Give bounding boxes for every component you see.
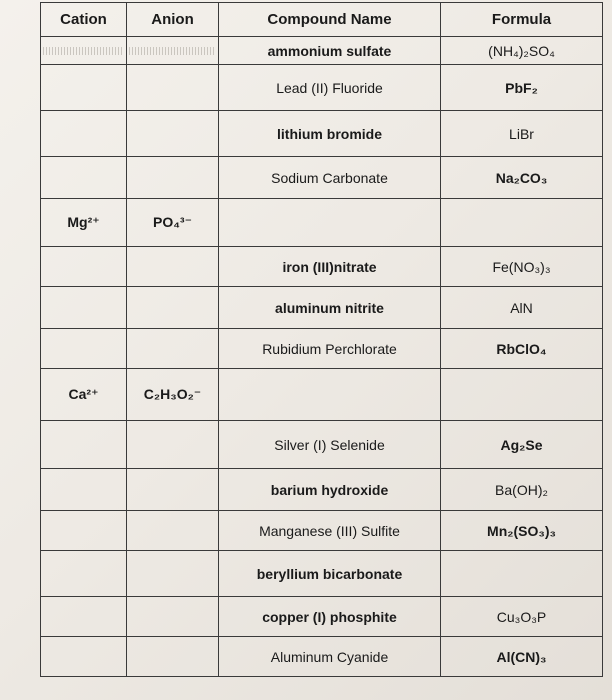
compound-name-cell[interactable]: ammonium sulfate	[219, 37, 441, 65]
compound-table	[40, 2, 603, 677]
formula-cell[interactable]: PbF₂	[441, 65, 603, 111]
anion-cell[interactable]: PO₄³⁻	[127, 199, 219, 247]
anion-cell[interactable]	[127, 157, 219, 199]
compound-name-cell[interactable]: iron (III)nitrate	[219, 247, 441, 287]
anion-cell[interactable]	[127, 597, 219, 637]
anion-cell[interactable]	[127, 511, 219, 551]
cation-cell[interactable]: Ca²⁺	[41, 369, 127, 421]
cation-cell[interactable]	[41, 511, 127, 551]
compound-name-cell[interactable]	[219, 369, 441, 421]
cation-cell[interactable]	[41, 157, 127, 199]
compound-name-cell[interactable]: Rubidium Perchlorate	[219, 329, 441, 369]
formula-cell[interactable]: Ba(OH)₂	[441, 469, 603, 511]
formula-cell[interactable]: Ag₂Se	[441, 421, 603, 469]
table-row	[41, 329, 603, 369]
header-cation: Cation	[41, 3, 127, 37]
table-row	[41, 199, 603, 247]
compound-name-cell[interactable]: Aluminum Cyanide	[219, 637, 441, 677]
anion-cell[interactable]	[127, 421, 219, 469]
cation-cell[interactable]	[41, 421, 127, 469]
cation-cell[interactable]	[41, 597, 127, 637]
header-formula: Formula	[441, 3, 603, 37]
anion-cell[interactable]	[127, 287, 219, 329]
cation-cell[interactable]	[41, 247, 127, 287]
header-row	[41, 3, 603, 37]
cation-cell[interactable]	[41, 111, 127, 157]
cation-cell[interactable]	[41, 637, 127, 677]
table-row	[41, 37, 603, 65]
table-row	[41, 111, 603, 157]
table-row	[41, 469, 603, 511]
anion-cell[interactable]	[127, 111, 219, 157]
header-anion: Anion	[127, 3, 219, 37]
cation-cell[interactable]	[41, 329, 127, 369]
formula-cell[interactable]: Cu₃O₃P	[441, 597, 603, 637]
formula-cell[interactable]: Al(CN)₃	[441, 637, 603, 677]
compound-name-cell[interactable]	[219, 199, 441, 247]
anion-cell[interactable]	[127, 469, 219, 511]
anion-cell[interactable]	[127, 37, 219, 65]
compound-name-cell[interactable]: Sodium Carbonate	[219, 157, 441, 199]
formula-cell[interactable]: Mn₂(SO₃)₃	[441, 511, 603, 551]
table-row	[41, 287, 603, 329]
header-compound-name: Compound Name	[219, 3, 441, 37]
anion-cell[interactable]	[127, 247, 219, 287]
formula-cell[interactable]: Na₂CO₃	[441, 157, 603, 199]
table-row	[41, 597, 603, 637]
table-row	[41, 157, 603, 199]
compound-name-cell[interactable]: Silver (I) Selenide	[219, 421, 441, 469]
table-row	[41, 511, 603, 551]
compound-name-cell[interactable]: aluminum nitrite	[219, 287, 441, 329]
cation-cell[interactable]	[41, 469, 127, 511]
cation-cell[interactable]: Mg²⁺	[41, 199, 127, 247]
formula-cell[interactable]: AlN	[441, 287, 603, 329]
compound-name-cell[interactable]: Lead (II) Fluoride	[219, 65, 441, 111]
table-row	[41, 247, 603, 287]
formula-cell[interactable]	[441, 551, 603, 597]
formula-cell[interactable]	[441, 369, 603, 421]
table-row	[41, 65, 603, 111]
anion-cell[interactable]	[127, 65, 219, 111]
cation-cell[interactable]	[41, 551, 127, 597]
anion-cell[interactable]	[127, 329, 219, 369]
formula-cell[interactable]: RbClO₄	[441, 329, 603, 369]
table-row	[41, 369, 603, 421]
compound-name-cell[interactable]: copper (I) phosphite	[219, 597, 441, 637]
cation-cell[interactable]	[41, 37, 127, 65]
compound-name-cell[interactable]: barium hydroxide	[219, 469, 441, 511]
formula-cell[interactable]: LiBr	[441, 111, 603, 157]
anion-cell[interactable]: C₂H₃O₂⁻	[127, 369, 219, 421]
compound-name-cell[interactable]: lithium bromide	[219, 111, 441, 157]
compound-name-cell[interactable]: beryllium bicarbonate	[219, 551, 441, 597]
cation-cell[interactable]	[41, 287, 127, 329]
anion-cell[interactable]	[127, 551, 219, 597]
anion-cell[interactable]	[127, 637, 219, 677]
formula-cell[interactable]	[441, 199, 603, 247]
formula-cell[interactable]: (NH₄)₂SO₄	[441, 37, 603, 65]
table-row	[41, 551, 603, 597]
table-row	[41, 637, 603, 677]
table-row	[41, 421, 603, 469]
compound-name-cell[interactable]: Manganese (III) Sulfite	[219, 511, 441, 551]
formula-cell[interactable]: Fe(NO₃)₃	[441, 247, 603, 287]
cation-cell[interactable]	[41, 65, 127, 111]
